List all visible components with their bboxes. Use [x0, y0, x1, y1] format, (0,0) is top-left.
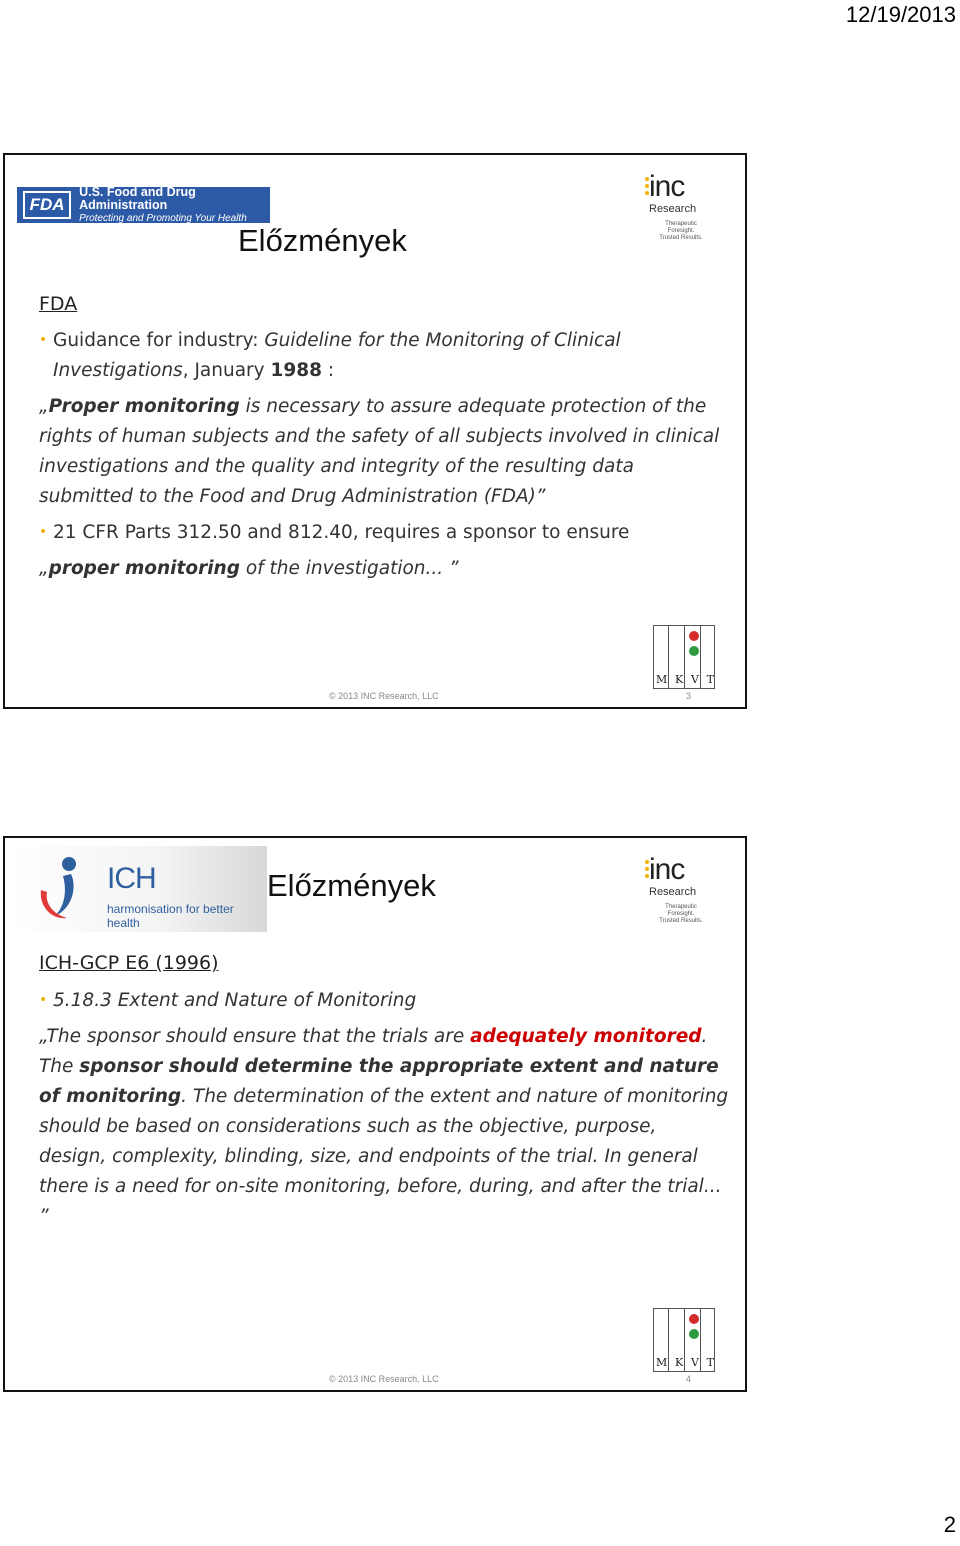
bullet-cfr-text: 21 CFR Parts 312.50 and 812.40, requires a sponsor to ensure [53, 522, 630, 543]
mkvt-letter: K [675, 1356, 684, 1369]
page-number: 2 [943, 1512, 956, 1537]
quote-part3: . The determination of the extent and nature of monitoring should be based on considerations such as the objective, purpose, design, complexity, blinding, size, and endpoints of the trial. In general there is a need for on-site monitoring, before, during, and after the trial... ” [39, 1086, 729, 1227]
inc-logo-tagline [651, 904, 711, 925]
bullet-tail: , January [182, 360, 271, 381]
footer-copyright: © 2013 INC Research, LLC [329, 1374, 439, 1384]
mkvt-letter: K [675, 673, 684, 686]
quote-open: „ [39, 396, 49, 417]
ich-logo [11, 846, 267, 932]
bullet-text: Guidance for industry: [53, 330, 265, 351]
inc-tagline-2: Trusted Results. [659, 235, 703, 241]
fda-mark: FDA [23, 191, 71, 219]
red-dot-icon [689, 1314, 699, 1324]
slide-number: 4 [685, 1374, 691, 1384]
fda-logo [17, 184, 270, 224]
green-dot-icon [689, 646, 699, 656]
bullet-cfr [39, 518, 729, 548]
inc-tagline-1: Therapeutic Foresight. [665, 904, 697, 917]
mkvt-letter: T [706, 1356, 714, 1369]
quote-bold: Proper monitoring [48, 396, 240, 417]
bullet-extent-nature [39, 986, 729, 1016]
quote-bold: sponsor should determine the appropriate extent and nature of monitoring [39, 1056, 719, 1107]
inc-research-logo [645, 170, 725, 241]
green-dot-icon [689, 1329, 699, 1339]
quote2-rest: of the investigation... ” [239, 558, 459, 579]
bullet-number: 5.18. [53, 990, 101, 1011]
inc-logo-sub: Research [649, 886, 697, 898]
quote-rest: is necessary to assure adequate protection of the rights of human subjects and the safety of all subjects involved in clinical investigations and the quality and integrity of the resulting data submitted to the Food and Drug Administration (FDA)” [39, 396, 720, 507]
inc-research-logo [645, 853, 725, 924]
ich-swirl-icon [35, 856, 93, 922]
slide-3 [3, 153, 747, 709]
inc-tagline-1: Therapeutic Foresight. [665, 221, 697, 234]
mkvt-logo [653, 625, 715, 689]
mkvt-letters [656, 673, 714, 686]
fda-logo-text [79, 186, 270, 225]
section-heading: FDA [39, 293, 78, 315]
quote-highlight: adequately monitored [470, 1026, 702, 1047]
mkvt-letter: M [656, 1356, 668, 1369]
slide-body [39, 986, 729, 1232]
quote-part1: „The sponsor should ensure that the trials are [39, 1026, 471, 1047]
quote2-open: „ [39, 558, 49, 579]
mkvt-letters [656, 1356, 714, 1369]
footer-copyright: © 2013 INC Research, LLC [329, 691, 439, 701]
inc-tagline-2: Trusted Results. [659, 918, 703, 924]
inc-logo-tagline [651, 221, 711, 242]
slide-title: Előzmények [267, 868, 436, 903]
mkvt-letter: M [656, 673, 668, 686]
section-heading: ICH-GCP E6 (1996) [39, 952, 219, 974]
page-date: 12/19/2013 [845, 2, 956, 27]
mkvt-letter: V [690, 673, 699, 686]
slide-4 [3, 836, 747, 1392]
fda-logo-line2: Protecting and Promoting Your Health [79, 212, 247, 224]
ich-logo-tagline: harmonisation for better health [107, 902, 234, 930]
quote-investigation [39, 554, 729, 584]
bullet-italic: Guideline for the Monitoring of Clinical Investigations [53, 330, 621, 381]
quote2-bold: proper monitoring [48, 558, 240, 579]
quote-proper-monitoring [39, 392, 729, 512]
bullet-end: : [321, 360, 335, 381]
slide-number: 3 [685, 691, 691, 701]
mkvt-letter: V [690, 1356, 699, 1369]
bullet-rest: 3 Extent and Nature of Monitoring [100, 990, 417, 1011]
quote-part2: . The [39, 1026, 708, 1077]
bullet-year: 1988 [270, 360, 322, 381]
inc-logo-sub: Research [649, 203, 697, 215]
slide-title: Előzmények [238, 223, 407, 258]
quote-sponsor [39, 1022, 729, 1232]
inc-logo-main: inc [649, 853, 685, 886]
bullet-guidance [39, 326, 729, 386]
red-dot-icon [689, 631, 699, 641]
mkvt-letter: T [706, 673, 714, 686]
slide-body [39, 326, 729, 584]
inc-logo-main: inc [649, 170, 685, 203]
mkvt-logo [653, 1308, 715, 1372]
ich-logo-name: ICH [107, 862, 156, 895]
fda-logo-line1: U.S. Food and Drug Administration [79, 184, 196, 212]
